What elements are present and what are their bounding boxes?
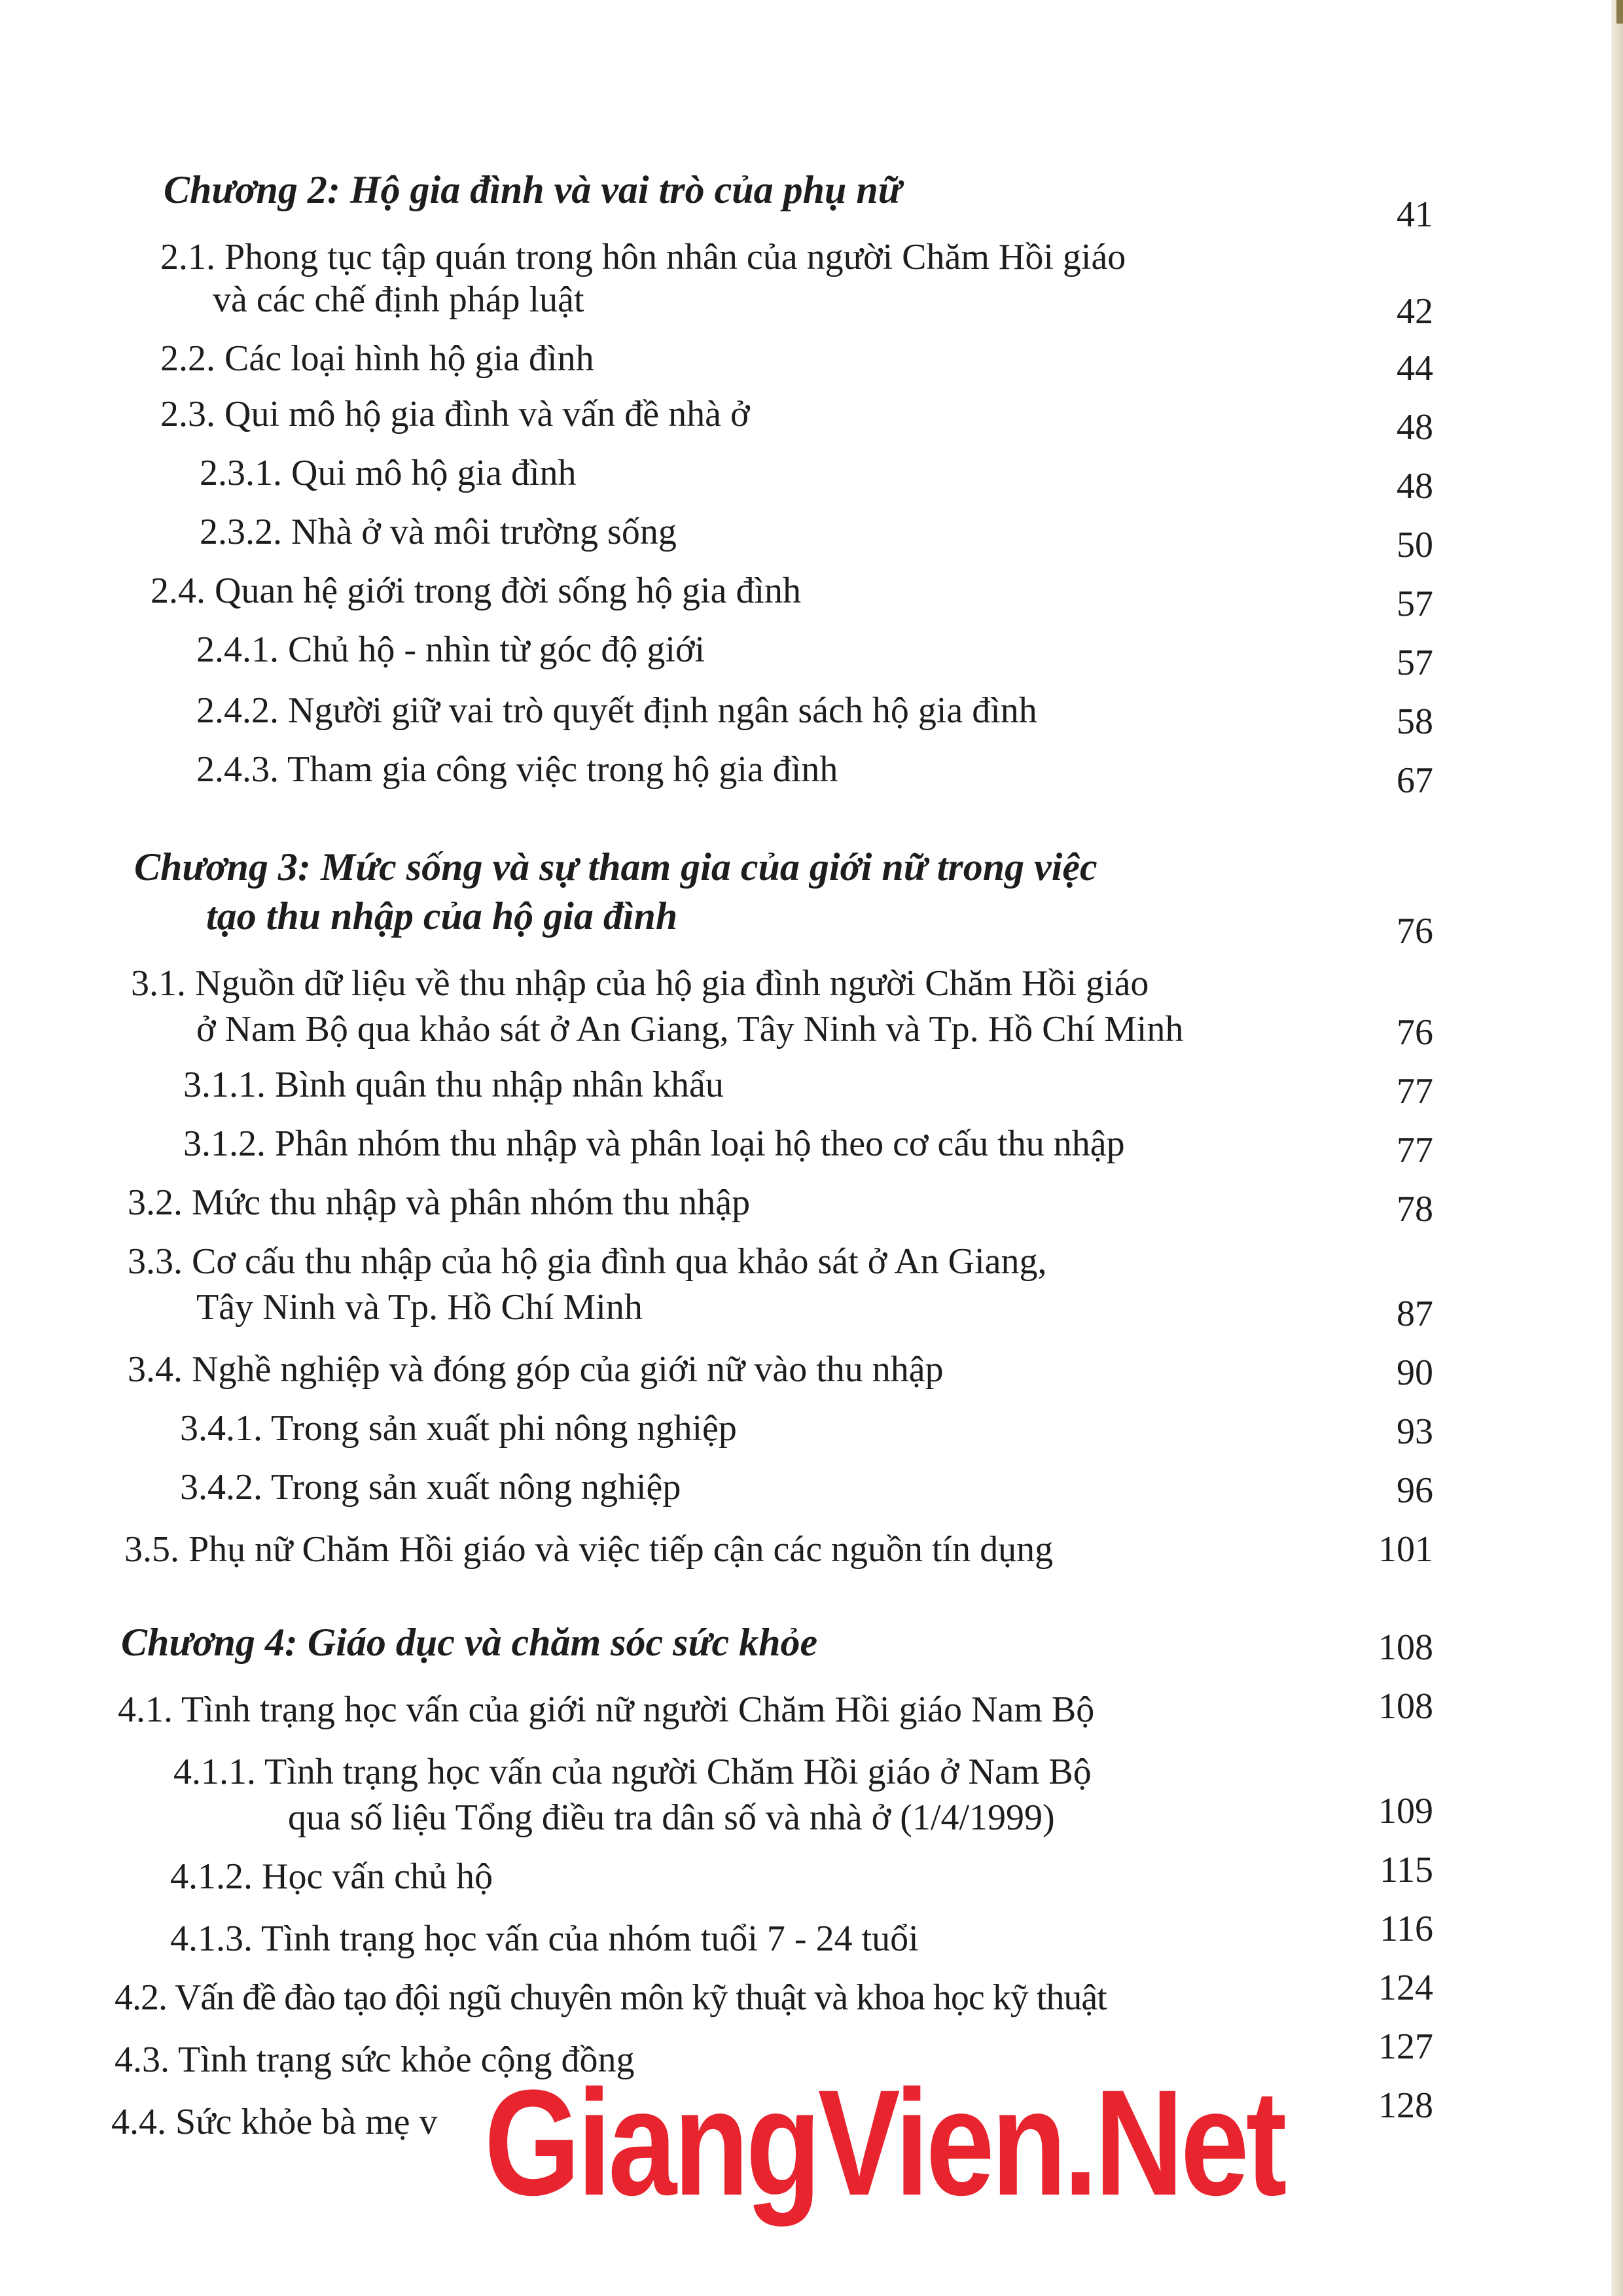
toc-3-1-2-page: 77 (1397, 1130, 1433, 1171)
toc-3-5-title: 3.5. Phụ nữ Chăm Hồi giáo và việc tiếp cận các nguồn tín dụng (124, 1529, 1054, 1570)
toc-2-4-3-page: 67 (1397, 760, 1433, 801)
toc-2-3-1-page: 48 (1397, 466, 1433, 506)
toc-4-3-page: 127 (1378, 2026, 1433, 2067)
toc-2-3-page: 48 (1397, 407, 1433, 448)
toc-2-3-2-title: 2.3.2. Nhà ở và môi trường sống (200, 512, 677, 552)
toc-4-1-2-page: 115 (1380, 1850, 1433, 1890)
toc-3-4-2-page: 96 (1397, 1470, 1433, 1511)
watermark-logo: GiangVien.Net (484, 2058, 1284, 2227)
page-edge-mark (1616, 0, 1623, 24)
toc-2-2-title: 2.2. Các loại hình hộ gia đình (160, 338, 594, 379)
toc-2-3-2-page: 50 (1397, 525, 1433, 565)
toc-chapter-2-page: 41 (1397, 194, 1433, 235)
toc-4-4-title: 4.4. Sức khỏe bà mẹ v (111, 2102, 438, 2142)
toc-2-1-title-cont: và các chế định pháp luật (213, 279, 584, 320)
toc-chapter-3-title-cont: tạo thu nhập của hộ gia đình (206, 894, 678, 938)
toc-4-1-1-title-cont: qua số liệu Tổng điều tra dân số và nhà ở (1/4/1999) (288, 1797, 1055, 1838)
toc-3-4-1-title: 3.4.1. Trong sản xuất phi nông nghiệp (180, 1408, 737, 1449)
toc-2-3-1-title: 2.3.1. Qui mô hộ gia đình (200, 453, 577, 493)
toc-4-1-3-title: 4.1.3. Tình trạng học vấn của nhóm tuổi 7 - 24 tuổi (170, 1918, 919, 1959)
toc-2-4-2-title: 2.4.2. Người giữ vai trò quyết định ngân sách hộ gia đình (196, 690, 1037, 731)
toc-2-4-1-title: 2.4.1. Chủ hộ - nhìn từ góc độ giới (196, 629, 705, 670)
toc-4-2-title: 4.2. Vấn đề đào tạo đội ngũ chuyên môn kỹ thuật và khoa học kỹ thuật (115, 1977, 1107, 2018)
toc-2-2-page: 44 (1397, 348, 1433, 389)
toc-3-4-title: 3.4. Nghề nghiệp và đóng góp của giới nữ vào thu nhập (128, 1349, 944, 1390)
toc-2-4-1-page: 57 (1397, 643, 1433, 683)
toc-3-4-2-title: 3.4.2. Trong sản xuất nông nghiệp (180, 1467, 681, 1508)
toc-3-1-1-title: 3.1.1. Bình quân thu nhập nhân khẩu (183, 1065, 724, 1105)
toc-chapter-3-title: Chương 3: Mức sống và sự tham gia của giới nữ trong việc (134, 845, 1097, 889)
toc-3-4-page: 90 (1397, 1352, 1433, 1393)
toc-2-1-page: 42 (1397, 291, 1433, 332)
toc-chapter-3-page: 76 (1397, 911, 1433, 951)
toc-2-4-2-page: 58 (1397, 701, 1433, 742)
toc-2-4-page: 57 (1397, 584, 1433, 624)
toc-2-3-title: 2.3. Qui mô hộ gia đình và vấn đề nhà ở (160, 394, 750, 434)
toc-3-1-1-page: 77 (1397, 1071, 1433, 1112)
toc-4-1-page: 108 (1378, 1686, 1433, 1727)
toc-4-1-3-page: 116 (1380, 1909, 1433, 1949)
toc-chapter-4-title: Chương 4: Giáo dục và chăm sóc sức khỏe (121, 1621, 818, 1664)
toc-3-1-title: 3.1. Nguồn dữ liệu về thu nhập của hộ gia đình người Chăm Hồi giáo (131, 963, 1149, 1004)
toc-3-4-1-page: 93 (1397, 1411, 1433, 1452)
toc-3-2-page: 78 (1397, 1189, 1433, 1229)
toc-3-3-title: 3.3. Cơ cấu thu nhập của hộ gia đình qua khảo sát ở An Giang, (128, 1241, 1047, 1282)
toc-3-1-page: 76 (1397, 1012, 1433, 1053)
toc-3-3-title-cont: Tây Ninh và Tp. Hồ Chí Minh (196, 1287, 643, 1328)
page-edge (1611, 0, 1623, 2296)
toc-4-3-title: 4.3. Tình trạng sức khỏe cộng đồng (115, 2040, 635, 2080)
toc-4-1-title: 4.1. Tình trạng học vấn của giới nữ người Chăm Hồi giáo Nam Bộ (118, 1689, 1095, 1730)
toc-4-2-page: 124 (1378, 1968, 1433, 2008)
toc-2-4-title: 2.4. Quan hệ giới trong đời sống hộ gia đình (151, 571, 802, 611)
toc-3-1-2-title: 3.1.2. Phân nhóm thu nhập và phân loại hộ theo cơ cấu thu nhập (183, 1123, 1125, 1164)
toc-4-1-1-page: 109 (1378, 1791, 1433, 1831)
toc-chapter-4-page: 108 (1378, 1627, 1433, 1668)
toc-3-1-title-cont: ở Nam Bộ qua khảo sát ở An Giang, Tây Ninh và Tp. Hồ Chí Minh (196, 1009, 1184, 1050)
toc-4-1-2-title: 4.1.2. Học vấn chủ hộ (170, 1856, 493, 1897)
toc-3-2-title: 3.2. Mức thu nhập và phân nhóm thu nhập (128, 1182, 751, 1223)
toc-3-5-page: 101 (1378, 1529, 1433, 1570)
toc-chapter-2-title: Chương 2: Hộ gia đình và vai trò của phụ nữ (164, 168, 902, 211)
toc-2-4-3-title: 2.4.3. Tham gia công việc trong hộ gia đình (196, 749, 838, 790)
toc-4-1-1-title: 4.1.1. Tình trạng học vấn của người Chăm Hồi giáo ở Nam Bộ (173, 1752, 1092, 1792)
toc-3-3-page: 87 (1397, 1294, 1433, 1334)
toc-2-1-title: 2.1. Phong tục tập quán trong hôn nhân của người Chăm Hồi giáo (160, 237, 1126, 277)
toc-4-4-page: 128 (1378, 2085, 1433, 2126)
